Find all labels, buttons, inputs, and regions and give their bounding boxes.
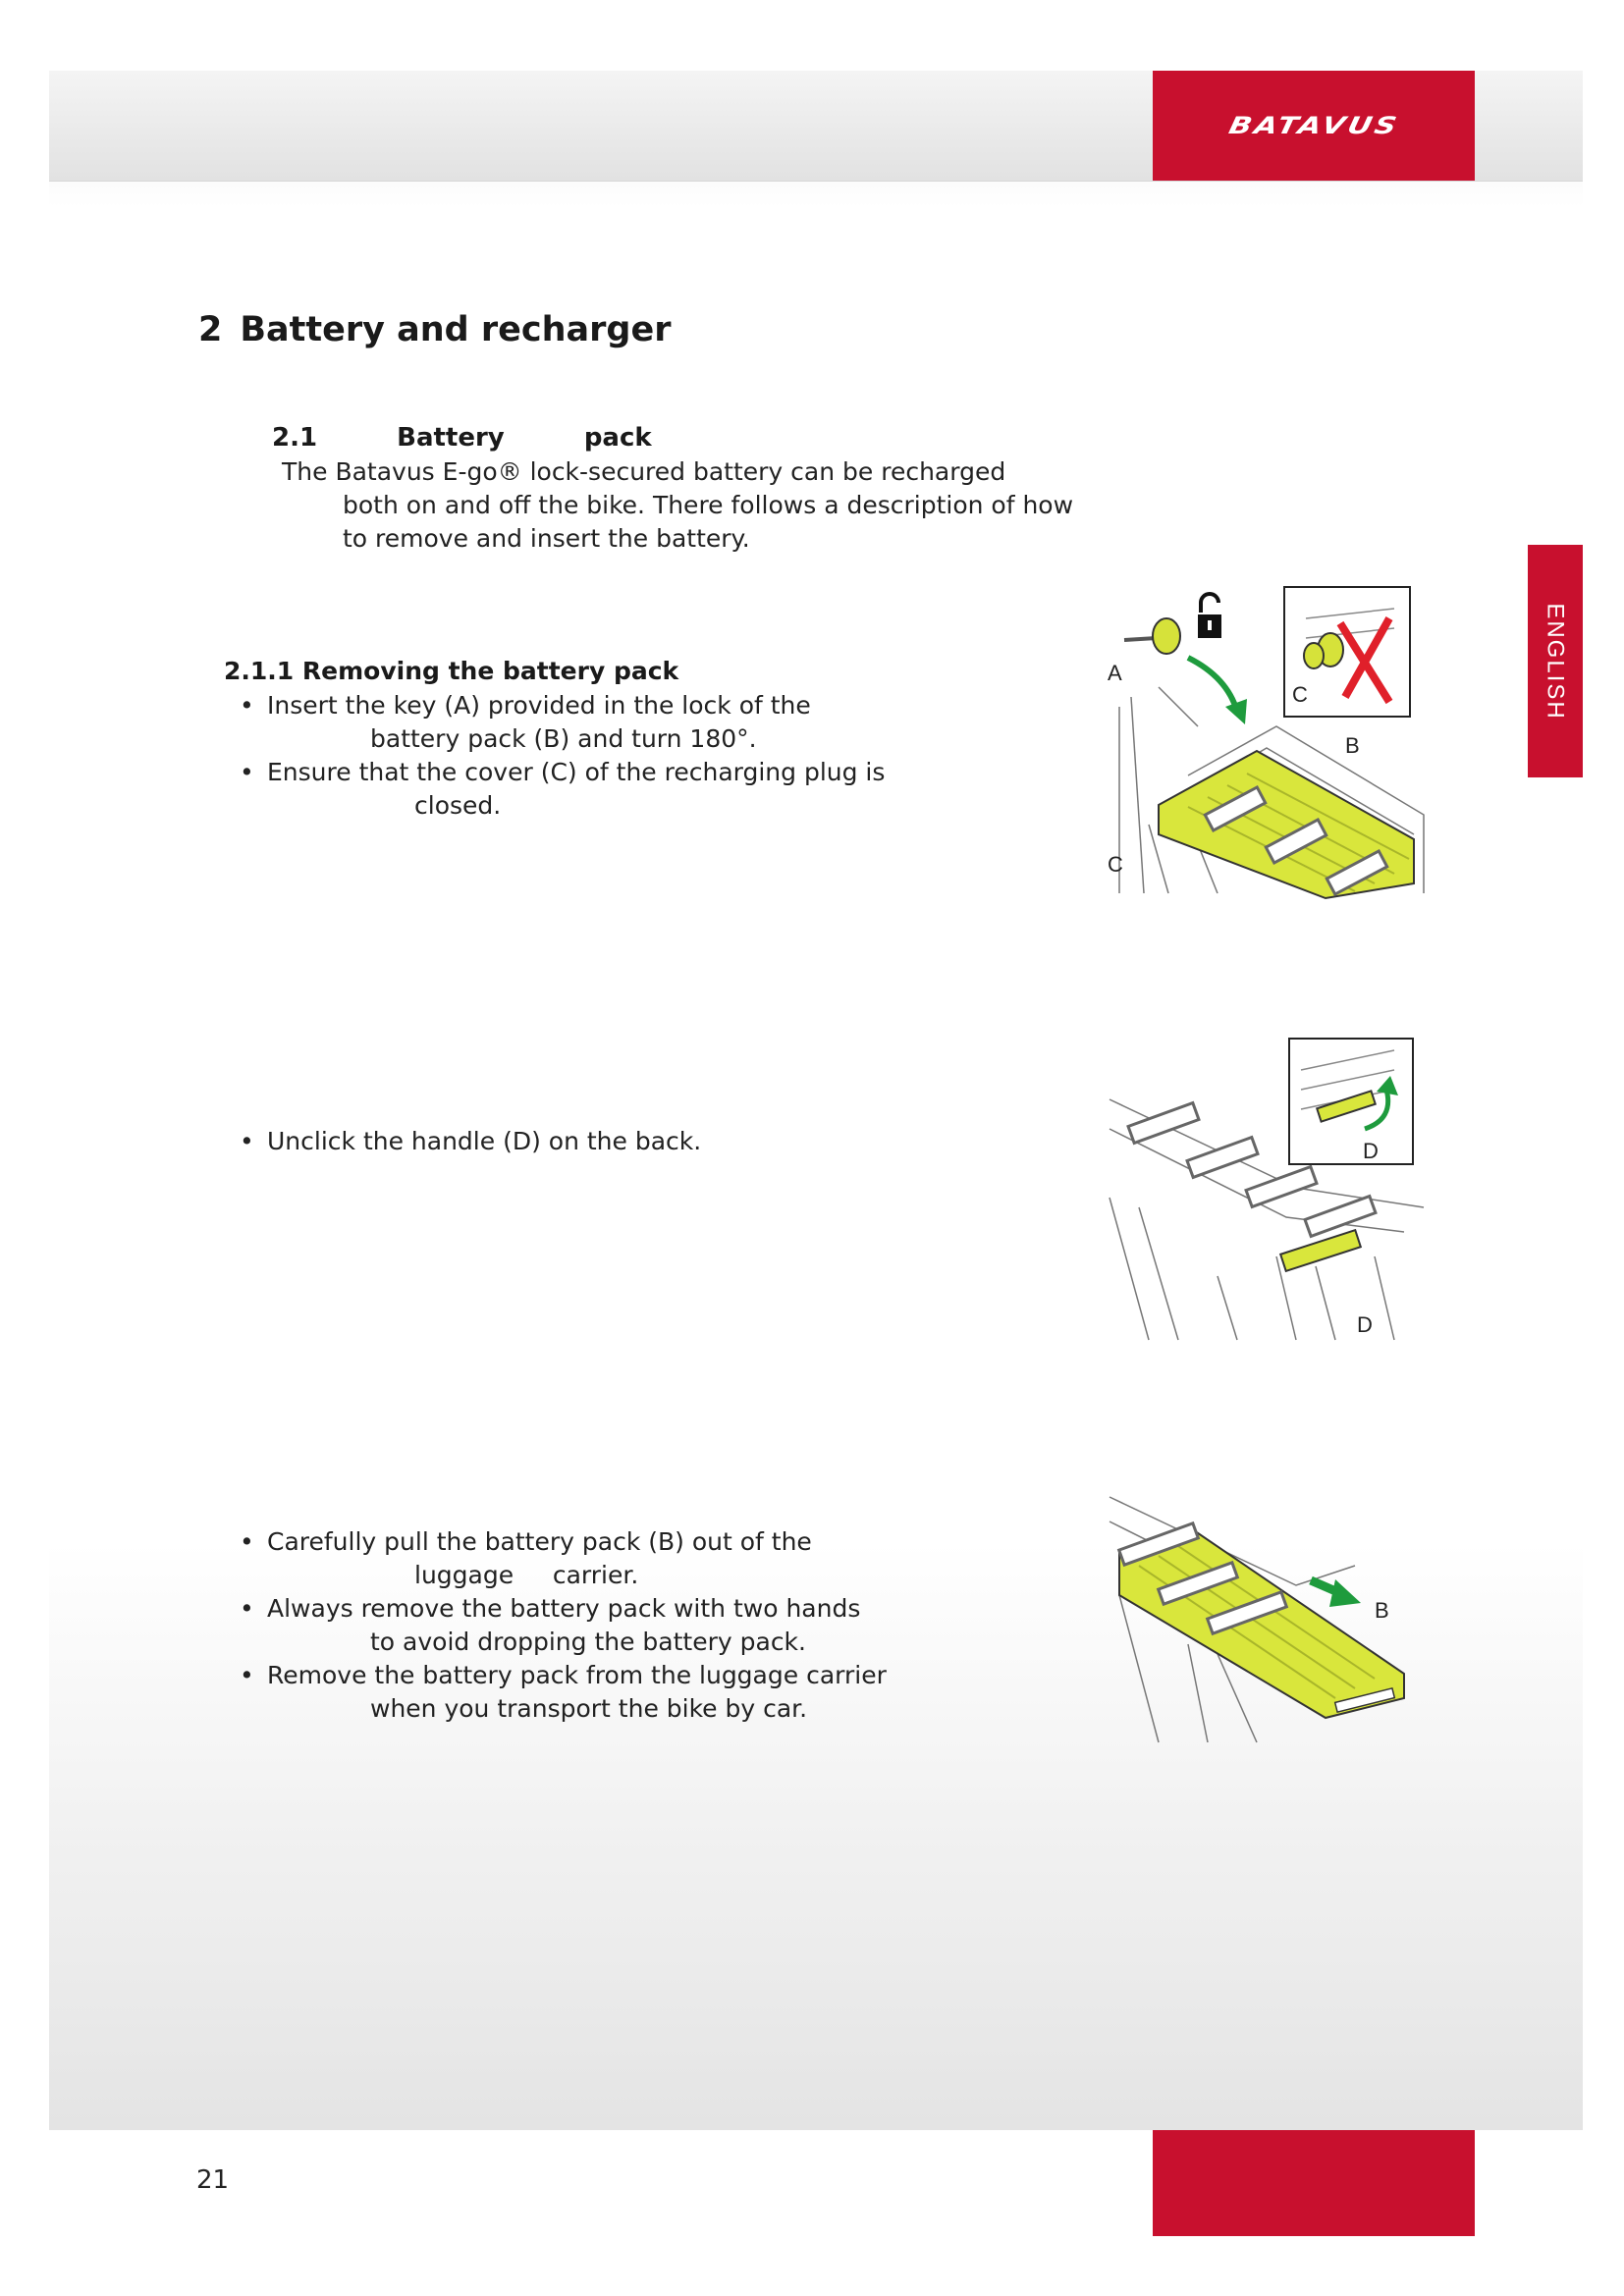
intro-line-2: both on and off the bike. There follows a description of how bbox=[343, 491, 1074, 519]
list-item bbox=[240, 1525, 986, 1592]
list-item bbox=[240, 689, 986, 756]
steps-list-3 bbox=[240, 1525, 986, 1726]
step-line: luggage carrier. bbox=[414, 1561, 639, 1589]
figure-label: C bbox=[1292, 682, 1308, 707]
figure-unclick-handle-drawing bbox=[1100, 1031, 1434, 1345]
step-line: Unclick the handle (D) on the back. bbox=[267, 1127, 702, 1155]
step-line: Always remove the battery pack with two hands bbox=[267, 1594, 861, 1623]
brand-logo bbox=[1153, 71, 1475, 181]
step-line: closed. bbox=[414, 791, 502, 820]
intro-line-1: The Batavus E-go® lock-secured battery can be recharged bbox=[282, 457, 1006, 486]
list-item bbox=[240, 756, 986, 823]
figure-label: A bbox=[1108, 661, 1122, 685]
section-title: Battery and recharger bbox=[240, 310, 672, 349]
section-heading bbox=[198, 310, 671, 349]
subsection-title-part2: pack bbox=[583, 423, 652, 453]
step-line: Insert the key (A) provided in the lock of the bbox=[267, 691, 811, 720]
figure-insert-key-drawing bbox=[1100, 579, 1434, 903]
figure-insert-key bbox=[1100, 579, 1434, 903]
subsection-number: 2.1 bbox=[272, 423, 318, 453]
footer-accent-box bbox=[1153, 2130, 1475, 2236]
battery-pack bbox=[1159, 751, 1414, 898]
step-line: Carefully pull the battery pack (B) out of the bbox=[267, 1527, 812, 1556]
padlock-open-icon bbox=[1198, 594, 1221, 638]
step-line: battery pack (B) and turn 180°. bbox=[370, 724, 757, 753]
figure-label: B bbox=[1345, 733, 1360, 758]
brand-logo-text: BATAVUS bbox=[1225, 112, 1402, 139]
steps-list-2 bbox=[240, 1125, 986, 1158]
figure-pull-battery-drawing bbox=[1100, 1477, 1434, 1752]
language-tab-label: ENGLISH bbox=[1543, 602, 1569, 721]
subsubsection-number: 2.1.1 bbox=[224, 657, 295, 685]
figure-label: D bbox=[1357, 1312, 1373, 1337]
battery-handle bbox=[1280, 1230, 1361, 1271]
figure-label: B bbox=[1375, 1598, 1389, 1623]
language-tab bbox=[1528, 545, 1583, 777]
step-line: when you transport the bike by car. bbox=[370, 1694, 808, 1723]
list-item bbox=[240, 1592, 986, 1659]
step-line: Remove the battery pack from the luggage carrier bbox=[267, 1661, 887, 1689]
figure-pull-battery bbox=[1100, 1477, 1434, 1752]
figure-unclick-handle bbox=[1100, 1031, 1434, 1345]
battery-pack bbox=[1119, 1526, 1404, 1718]
page-number: 21 bbox=[196, 2165, 230, 2195]
steps-list-1 bbox=[240, 689, 986, 823]
key-icon bbox=[1124, 618, 1180, 654]
step-line: Ensure that the cover (C) of the recharging plug is bbox=[267, 758, 886, 786]
section-number: 2 bbox=[198, 310, 223, 349]
arrow-head-icon bbox=[1329, 1579, 1361, 1607]
figure-label: D bbox=[1363, 1139, 1379, 1163]
inset-handle bbox=[1289, 1039, 1413, 1164]
subsection-title-part1: Battery bbox=[397, 423, 505, 453]
list-item bbox=[240, 1659, 986, 1726]
arrow-icon bbox=[1188, 658, 1237, 712]
figure-label: C bbox=[1108, 852, 1123, 877]
subsection-heading bbox=[272, 423, 652, 453]
subsubsection-title: Removing the battery pack bbox=[301, 657, 679, 685]
subsubsection-heading bbox=[224, 657, 678, 685]
list-item bbox=[240, 1125, 986, 1158]
step-line: to avoid dropping the battery pack. bbox=[370, 1628, 806, 1656]
intro-line-3: to remove and insert the battery. bbox=[343, 524, 750, 553]
subsection-intro bbox=[282, 455, 1087, 556]
